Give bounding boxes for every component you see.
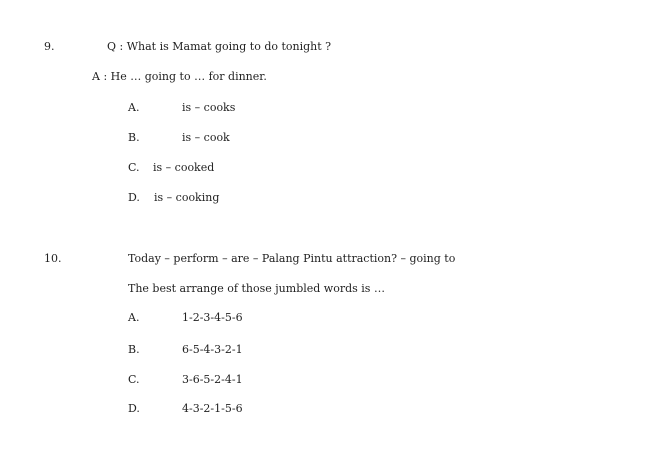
q9-option-a-letter: A. xyxy=(128,101,140,114)
q10-option-d-text: 4-3-2-1-5-6 xyxy=(182,402,243,415)
q9-option-b-letter: B. xyxy=(128,131,140,144)
q10-option-a-text: 1-2-3-4-5-6 xyxy=(182,311,243,324)
q10-instruction: The best arrange of those jumbled words is … xyxy=(128,282,385,295)
q10-option-b-text: 6-5-4-3-2-1 xyxy=(182,343,243,356)
q10-option-c-letter: C. xyxy=(128,373,140,386)
q9-option-c-text: is – cooked xyxy=(153,161,215,174)
q9-option-a-text: is – cooks xyxy=(182,101,236,114)
q9-option-d-letter: D. xyxy=(128,191,140,204)
q9-number: 9. xyxy=(44,40,55,53)
q9-option-d-text: is – cooking xyxy=(154,191,220,204)
q10-number: 10. xyxy=(44,252,62,265)
q9-answer-stem: A : He … going to … for dinner. xyxy=(92,70,267,83)
q9-option-b-text: is – cook xyxy=(182,131,230,144)
q9-option-c-letter: C. xyxy=(128,161,140,174)
q10-option-d-letter: D. xyxy=(128,402,140,415)
q10-option-c-text: 3-6-5-2-4-1 xyxy=(182,373,243,386)
q10-option-a-letter: A. xyxy=(128,311,140,324)
q10-option-b-letter: B. xyxy=(128,343,140,356)
q10-question: Today – perform – are – Palang Pintu attraction? – going to xyxy=(128,252,456,265)
q9-question: Q : What is Mamat going to do tonight ? xyxy=(107,40,332,53)
